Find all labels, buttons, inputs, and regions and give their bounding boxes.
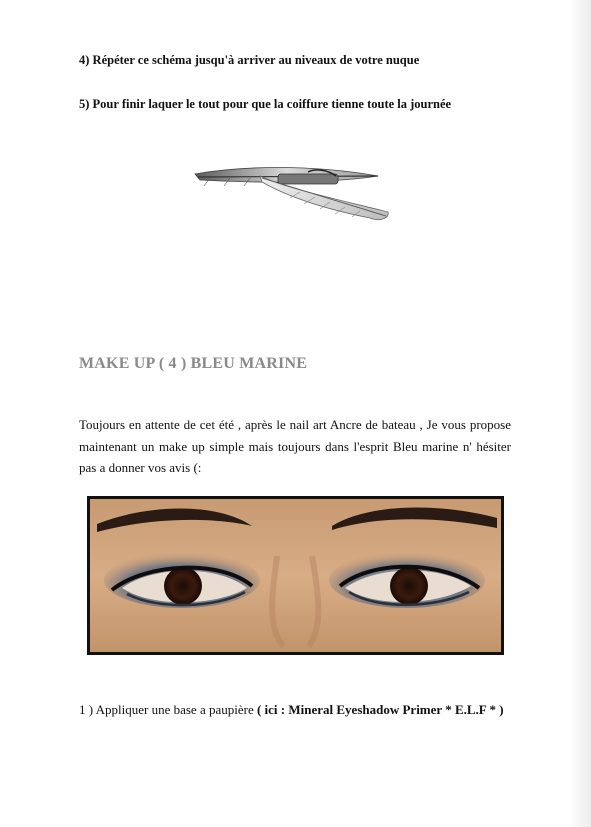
step-1-paragraph <box>79 699 511 721</box>
step-5-text: 5) Pour finir laquer le tout pour que la coiffure tienne toute la journée <box>79 97 452 111</box>
feather-hair-clip-image <box>190 158 395 228</box>
eye-makeup-photo <box>87 496 504 655</box>
step-4-text: 4) Répéter ce schéma jusqu'à arriver au niveaux de votre nuque <box>79 53 420 67</box>
step-1-text: 1 ) Appliquer une base a paupière <box>79 702 257 717</box>
intro-paragraph: Toujours en attente de cet été , après le nail art Ancre de bateau , Je vous propose maintenant un make up simple mais toujours dans l'esprit Bleu marine n' hésiter pas a donner vos avis (: <box>79 417 511 475</box>
page-edge-shadow <box>569 0 591 827</box>
section-title: MAKE UP ( 4 ) BLEU MARINE <box>79 355 308 372</box>
step-1-product: ( ici : Mineral Eyeshadow Primer * E.L.F * ) <box>256 702 504 717</box>
